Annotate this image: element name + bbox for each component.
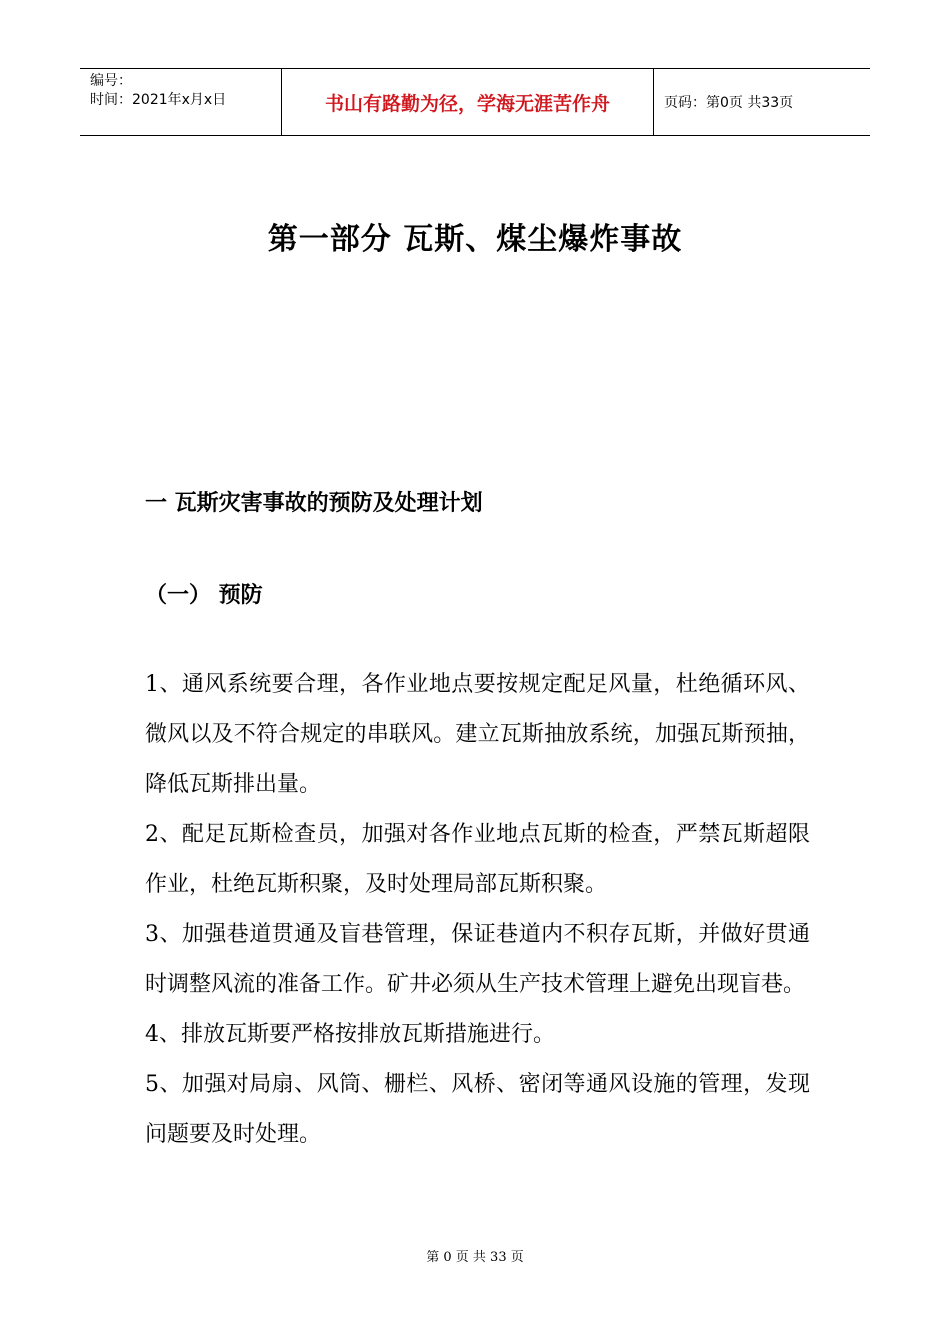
page-footer: 第 0 页 共 33 页 (426, 1250, 524, 1265)
header-table (80, 68, 870, 136)
paragraph-4: 4、排放瓦斯要严格按排放瓦斯措施进行。 (145, 1022, 555, 1047)
paragraph-1: 1、通风系统要合理，各作业地点要按规定配足风量，杜绝循环风、微风以及不符合规定的串联风。建立瓦斯抽放系统，加强瓦斯预抽，降低瓦斯排出量。 (145, 672, 810, 797)
paragraph-5: 5、加强对局扇、风筒、栅栏、风桥、密闭等通风设施的管理，发现问题要及时处理。 (145, 1072, 810, 1147)
page-info-cell (654, 69, 870, 135)
body-text (145, 660, 810, 1160)
paragraph-2: 2、配足瓦斯检查员，加强对各作业地点瓦斯的检查，严禁瓦斯超限作业，杜绝瓦斯积聚，及时处理局部瓦斯积聚。 (145, 822, 810, 897)
header-meta-cell (80, 69, 282, 135)
paragraph-3: 3、加强巷道贯通及盲巷管理，保证巷道内不积存瓦斯，并做好贯通时调整风流的准备工作。矿井必须从生产技术管理上避免出现盲巷。 (145, 922, 810, 997)
number-label: 编号： (90, 73, 132, 89)
page-title: 第一部分 瓦斯、煤尘爆炸事故 (267, 222, 683, 257)
section-heading: 一 瓦斯灾害事故的预防及处理计划 (145, 491, 483, 516)
motto-cell (282, 69, 654, 135)
subsection-heading: （一） 预防 (145, 583, 263, 608)
motto-text: 书山有路勤为径，学海无涯苦作舟 (324, 92, 610, 115)
page-info-text: 页码：第0页 共33页 (664, 95, 794, 111)
time-label: 时间：2021年x月x日 (90, 92, 227, 108)
